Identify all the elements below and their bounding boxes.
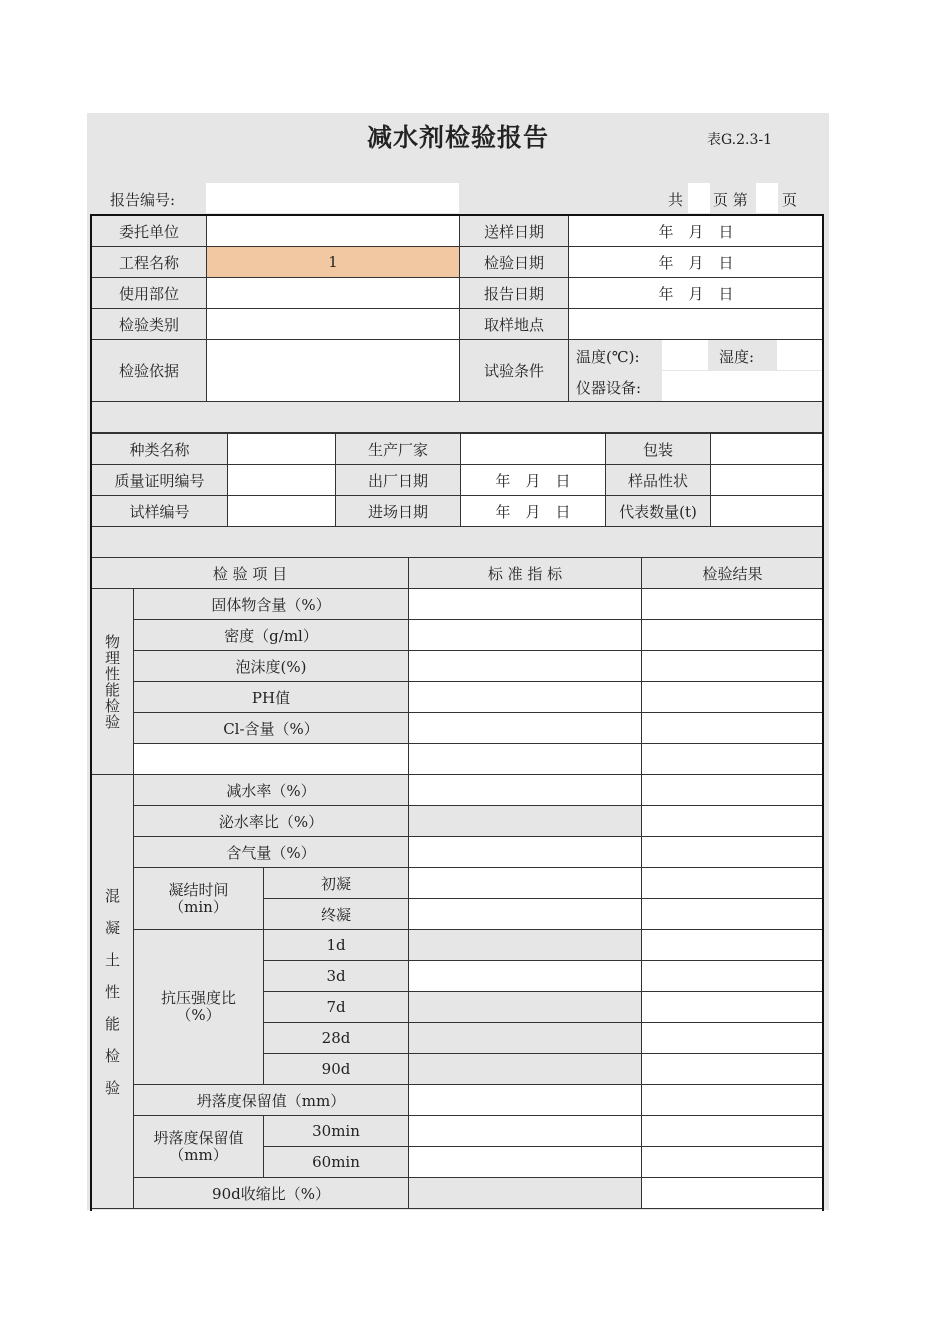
age-label: 90d: [264, 1054, 409, 1085]
standard-cell[interactable]: [409, 930, 642, 961]
result-cell[interactable]: [642, 589, 824, 620]
standard-cell[interactable]: [409, 992, 642, 1023]
physical-group-label: 物理性能检验: [92, 589, 134, 775]
result-cell[interactable]: [642, 744, 824, 775]
result-cell[interactable]: [642, 620, 824, 651]
physical-item-blank[interactable]: [134, 744, 409, 775]
temp-label: 温度(℃):: [576, 348, 640, 366]
slump-time-label: 60min: [264, 1147, 409, 1178]
standard-cell[interactable]: [409, 1178, 642, 1209]
location-label: 使用部位: [92, 278, 207, 309]
col-item-header: 检 验 项 目: [92, 558, 409, 589]
concrete-group-label: 混凝土性能检验: [92, 775, 134, 1209]
report-title: 减水剂检验报告: [366, 123, 549, 152]
entry-date-label: 进场日期: [336, 496, 461, 527]
send-date-label: 送样日期: [460, 216, 569, 247]
quantity-field[interactable]: [711, 496, 824, 527]
table-number: 表G.2.3-1: [707, 132, 773, 148]
result-cell[interactable]: [642, 1147, 824, 1178]
maker-label: 生产厂家: [336, 434, 461, 465]
bleeding-label: 泌水率比（%）: [134, 806, 409, 837]
page-total-field[interactable]: [688, 183, 710, 213]
shrinkage-label: 90d收缩比（%）: [134, 1178, 409, 1209]
standard-cell[interactable]: [409, 899, 642, 930]
age-label: 28d: [264, 1023, 409, 1054]
project-field[interactable]: 1: [207, 247, 460, 278]
package-label: 包装: [606, 434, 711, 465]
report-date-label: 报告日期: [460, 278, 569, 309]
standard-cell[interactable]: [409, 775, 642, 806]
humidity-field[interactable]: [777, 340, 823, 370]
client-label: 委托单位: [92, 216, 207, 247]
package-field[interactable]: [711, 434, 824, 465]
standard-cell[interactable]: [409, 589, 642, 620]
col-standard-header: 标 准 指 标: [409, 558, 642, 589]
state-label: 样品性状: [606, 465, 711, 496]
test-date-field[interactable]: 年 月 日: [569, 247, 824, 278]
standard-cell[interactable]: [409, 1054, 642, 1085]
location-field[interactable]: [207, 278, 460, 309]
physical-item-4: PH值: [134, 682, 409, 713]
physical-item-5: Cl-含量（%）: [134, 713, 409, 744]
factory-date-field[interactable]: 年 月 日: [461, 465, 606, 496]
setting-time-label: 凝结时间（min）: [134, 868, 264, 930]
water-reduction-label: 减水率（%）: [134, 775, 409, 806]
standard-cell[interactable]: [409, 806, 642, 837]
slump-retention-label: 坍落度保留值（mm）: [134, 1085, 409, 1116]
page-total-label: 共: [668, 191, 684, 209]
results-table: [91, 557, 824, 1209]
standard-cell[interactable]: [409, 620, 642, 651]
info-table: [91, 215, 824, 433]
age-label: 7d: [264, 992, 409, 1023]
equipment-field[interactable]: [662, 371, 823, 401]
physical-item-1: 固体物含量（%）: [134, 589, 409, 620]
temp-field[interactable]: [662, 340, 708, 370]
section-divider-1: [92, 402, 824, 433]
page-suffix: 页: [782, 191, 798, 209]
result-cell[interactable]: [642, 713, 824, 744]
basis-field[interactable]: [207, 340, 460, 402]
test-date-label: 检验日期: [460, 247, 569, 278]
result-cell[interactable]: [642, 651, 824, 682]
slump-retention-timed-label: 坍落度保留值（mm）: [134, 1116, 264, 1178]
result-cell[interactable]: [642, 837, 824, 868]
basis-label: 检验依据: [92, 340, 207, 402]
result-cell[interactable]: [642, 1054, 824, 1085]
page-current-field[interactable]: [756, 183, 778, 213]
kind-label: 种类名称: [92, 434, 228, 465]
cert-label: 质量证明编号: [92, 465, 228, 496]
test-type-label: 检验类别: [92, 309, 207, 340]
result-cell[interactable]: [642, 899, 824, 930]
condition-cell: [569, 340, 824, 402]
standard-cell[interactable]: [409, 744, 642, 775]
physical-item-3: 泡沫度(%): [134, 651, 409, 682]
result-cell[interactable]: [642, 1085, 824, 1116]
standard-cell[interactable]: [409, 837, 642, 868]
sampling-field[interactable]: [569, 309, 824, 340]
maker-field[interactable]: [461, 434, 606, 465]
standard-cell[interactable]: [409, 1085, 642, 1116]
send-date-field[interactable]: 年 月 日: [569, 216, 824, 247]
air-content-label: 含气量（%）: [134, 837, 409, 868]
result-cell[interactable]: [642, 806, 824, 837]
sample-no-field[interactable]: [228, 496, 336, 527]
result-cell[interactable]: [642, 868, 824, 899]
standard-cell[interactable]: [409, 961, 642, 992]
result-cell[interactable]: [642, 775, 824, 806]
compressive-label: 抗压强度比（%）: [134, 930, 264, 1085]
standard-cell[interactable]: [409, 713, 642, 744]
report-no-field[interactable]: [206, 183, 459, 213]
col-result-header: 检验结果: [642, 558, 824, 589]
humidity-label: 湿度:: [719, 348, 755, 366]
result-cell[interactable]: [642, 682, 824, 713]
sampling-label: 取样地点: [460, 309, 569, 340]
client-field[interactable]: [207, 216, 460, 247]
condition-label: 试验条件: [460, 340, 569, 402]
age-label: 1d: [264, 930, 409, 961]
sample-table: [91, 433, 824, 558]
standard-cell[interactable]: [409, 651, 642, 682]
age-label: 3d: [264, 961, 409, 992]
factory-date-label: 出厂日期: [336, 465, 461, 496]
state-field[interactable]: [711, 465, 824, 496]
standard-cell[interactable]: [409, 682, 642, 713]
entry-date-field[interactable]: 年 月 日: [461, 496, 606, 527]
result-cell[interactable]: [642, 930, 824, 961]
standard-cell[interactable]: [409, 1116, 642, 1147]
report-date-field[interactable]: 年 月 日: [569, 278, 824, 309]
result-cell[interactable]: [642, 1178, 824, 1209]
page-current-label: 页 第: [713, 191, 748, 209]
standard-cell[interactable]: [409, 868, 642, 899]
report-no-label: 报告编号:: [110, 191, 176, 209]
standard-cell[interactable]: [409, 1023, 642, 1054]
equipment-label: 仪器设备:: [576, 379, 642, 397]
result-cell[interactable]: [642, 1023, 824, 1054]
section-divider-2: [92, 527, 824, 558]
result-cell[interactable]: [642, 1116, 824, 1147]
standard-cell[interactable]: [409, 1147, 642, 1178]
result-cell[interactable]: [642, 961, 824, 992]
final-set-label: 终凝: [264, 899, 409, 930]
physical-item-2: 密度（g/ml）: [134, 620, 409, 651]
initial-set-label: 初凝: [264, 868, 409, 899]
sample-no-label: 试样编号: [92, 496, 228, 527]
test-type-field[interactable]: [207, 309, 460, 340]
quantity-label: 代表数量(t): [606, 496, 711, 527]
cert-field[interactable]: [228, 465, 336, 496]
slump-time-label: 30min: [264, 1116, 409, 1147]
result-cell[interactable]: [642, 992, 824, 1023]
kind-field[interactable]: [228, 434, 336, 465]
project-label: 工程名称: [92, 247, 207, 278]
